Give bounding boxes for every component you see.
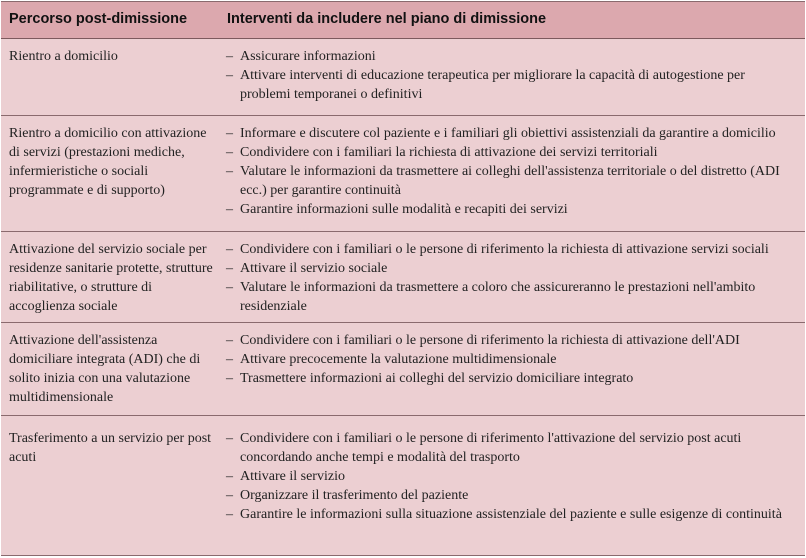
table-row <box>1 116 805 232</box>
header-post-discharge-route: Percorso post-dimissione <box>9 11 188 27</box>
list-item: – Attivare il servizio <box>225 467 797 486</box>
list-item: – Informare e discutere col paziente e i familiari gli obiettivi assistenziali da garantire a domicilio <box>225 124 797 143</box>
table-row <box>1 232 805 323</box>
interventions-list <box>225 429 797 524</box>
interventions-list <box>225 124 797 219</box>
discharge-plan-table <box>1 1 805 556</box>
list-item: – Condividere con i familiari o le persone di riferimento l'attivazione del servizio post acuti concordando anche tempi e modalità del trasporto <box>225 429 797 467</box>
list-item: – Trasmettere informazioni ai colleghi del servizio domiciliare integrato <box>225 369 797 388</box>
list-item: – Condividere con i familiari o le persone di riferimento la richiesta di attivazione dell'ADI <box>225 331 797 350</box>
table-row <box>1 416 805 555</box>
interventions-list <box>225 47 797 104</box>
list-item: – Garantire le informazioni sulla situazione assistenziale del paziente e sulle esigenze di continuità <box>225 505 797 524</box>
list-item: – Organizzare il trasferimento del paziente <box>225 486 797 505</box>
route-cell: Rientro a domicilio <box>9 49 118 64</box>
list-item: – Valutare le informazioni da trasmettere a coloro che assicureranno le prestazioni nell'ambito residenziale <box>225 278 797 316</box>
list-item: – Condividere con i familiari la richiesta di attivazione dei servizi territoriali <box>225 143 797 162</box>
table-header <box>1 2 805 39</box>
header-interventions: Interventi da includere nel piano di dimissione <box>227 11 547 27</box>
list-item: – Condividere con i familiari o le persone di riferimento la richiesta di attivazione servizi sociali <box>225 240 797 259</box>
route-cell: Rientro a domicilio con attivazione di servizi (prestazioni mediche, infermieristiche o sociali programmate e di supporto) <box>9 126 207 198</box>
list-item: – Valutare le informazioni da trasmettere ai colleghi dell'assistenza territoriale o del distretto (ADI ecc.) per garantire continuità <box>225 162 797 200</box>
route-cell: Attivazione del servizio sociale per residenze sanitarie protette, strutture riabilitative, o strutture di accoglienza sociale <box>9 242 213 314</box>
route-cell: Attivazione dell'assistenza domiciliare integrata (ADI) che di solito inizia con una valutazione multidimensionale <box>9 333 201 405</box>
list-item: – Attivare interventi di educazione terapeutica per migliorare la capacità di autogestione per problemi temporanei o definitivi <box>225 66 797 104</box>
list-item: – Attivare il servizio sociale <box>225 259 797 278</box>
route-cell: Trasferimento a un servizio per post acuti <box>9 431 212 465</box>
list-item: – Attivare precocemente la valutazione multidimensionale <box>225 350 797 369</box>
interventions-list <box>225 240 797 316</box>
interventions-list <box>225 331 797 388</box>
table-row <box>1 39 805 116</box>
list-item: – Assicurare informazioni <box>225 47 797 66</box>
table-row <box>1 323 805 416</box>
list-item: – Garantire informazioni sulle modalità e recapiti dei servizi <box>225 200 797 219</box>
